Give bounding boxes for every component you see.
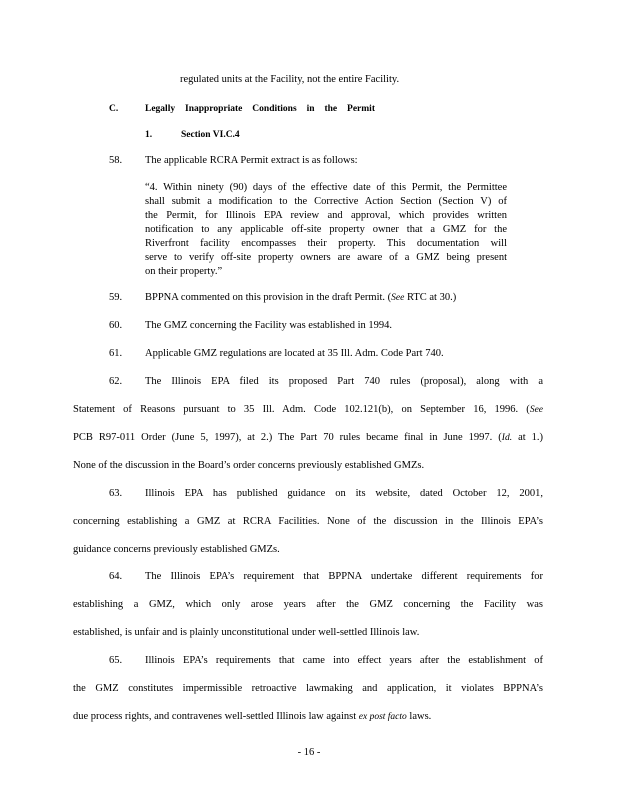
citation-signal: See: [529, 405, 543, 415]
paragraph-65-line: Illinois EPA’s requirements that came into effect years after the establishment of: [145, 655, 543, 666]
permit-quote: [145, 181, 507, 279]
paragraph-62-line: The Illinois EPA filed its proposed Part 740 rules (proposal), along with a: [145, 376, 543, 387]
paragraph-58-number: 58.: [109, 155, 123, 166]
paragraph-59-text: BPPNA commented on this provision in the draft Permit. (See RTC at 30.): [145, 292, 457, 303]
page-number: - 16 -: [297, 747, 321, 758]
citation-signal: See: [391, 293, 405, 303]
latin-term: ex post facto: [358, 712, 407, 722]
quote-line: the Permit, for Illinois EPA review and approval, which provides written: [145, 210, 507, 221]
paragraph-60-number: 60.: [109, 320, 123, 331]
paragraph-64-line: established, is unfair and is plainly unconstitutional under well-settled Illinois law.: [73, 627, 420, 638]
quote-line: shall submit a modification to the Corrective Action Section (Section V) of: [145, 196, 507, 207]
paragraph-62-line: Statement of Reasons pursuant to 35 Ill. Adm. Code 102.121(b), on September 16, 1996. (See: [73, 404, 543, 415]
paragraph-63-line: concerning establishing a GMZ at RCRA Facilities. None of the discussion in the Illinois EPA’s: [73, 516, 543, 527]
quote-line: on their property.”: [145, 266, 223, 277]
quote-line: serve to verify off-site property owners are aware of a GMZ being present: [145, 252, 507, 263]
paragraph-58-text: The applicable RCRA Permit extract is as follows:: [145, 155, 358, 166]
paragraph-62-number: 62.: [109, 376, 123, 387]
paragraph-65-line: the GMZ constitutes impermissible retroactive lawmaking and application, it violates BPPNA’s: [73, 683, 543, 694]
paragraph-65-line: due process rights, and contravenes well-settled Illinois law against ex post facto laws.: [73, 711, 432, 722]
paragraph-64-line: establishing a GMZ, which only arose years after the GMZ concerning the Facility was: [73, 599, 543, 610]
continuation-line: regulated units at the Facility, not the entire Facility.: [180, 74, 400, 85]
paragraph-65-number: 65.: [109, 655, 123, 666]
paragraph-63-number: 63.: [109, 488, 123, 499]
paragraph-63-line: Illinois EPA has published guidance on its website, dated October 12, 2001,: [145, 488, 543, 499]
citation-signal: Id.: [501, 433, 513, 443]
paragraph-63-line: guidance concerns previously established GMZs.: [73, 544, 280, 555]
paragraph-62-line: None of the discussion in the Board’s order concerns previously established GMZs.: [73, 460, 425, 471]
paragraph-61-text: Applicable GMZ regulations are located at 35 Ill. Adm. Code Part 740.: [145, 348, 444, 359]
paragraph-64-line: The Illinois EPA’s requirement that BPPNA undertake different requirements for: [145, 571, 543, 582]
heading-c-text: Legally Inappropriate Conditions in the Permit: [145, 104, 375, 114]
paragraph-59-number: 59.: [109, 292, 123, 303]
quote-line: Riverfront facility encompasses their property. This documentation will: [145, 238, 507, 249]
paragraph-60-text: The GMZ concerning the Facility was established in 1994.: [145, 320, 392, 331]
paragraph-61-number: 61.: [109, 348, 123, 359]
heading-1-text: Section VI.C.4: [181, 130, 240, 140]
heading-c-label: C.: [109, 104, 119, 114]
quote-line: “4. Within ninety (90) days of the effective date of this Permit, the Permittee: [145, 182, 507, 193]
paragraph-62-line: PCB R97-011 Order (June 5, 1997), at 2.) The Part 70 rules became final in June 1997. (Id. at 1.): [73, 432, 543, 443]
quote-line: notification to any applicable off-site property owner that a GMZ for the: [145, 224, 507, 235]
heading-1-label: 1.: [145, 130, 153, 140]
paragraph-64-number: 64.: [109, 571, 123, 582]
